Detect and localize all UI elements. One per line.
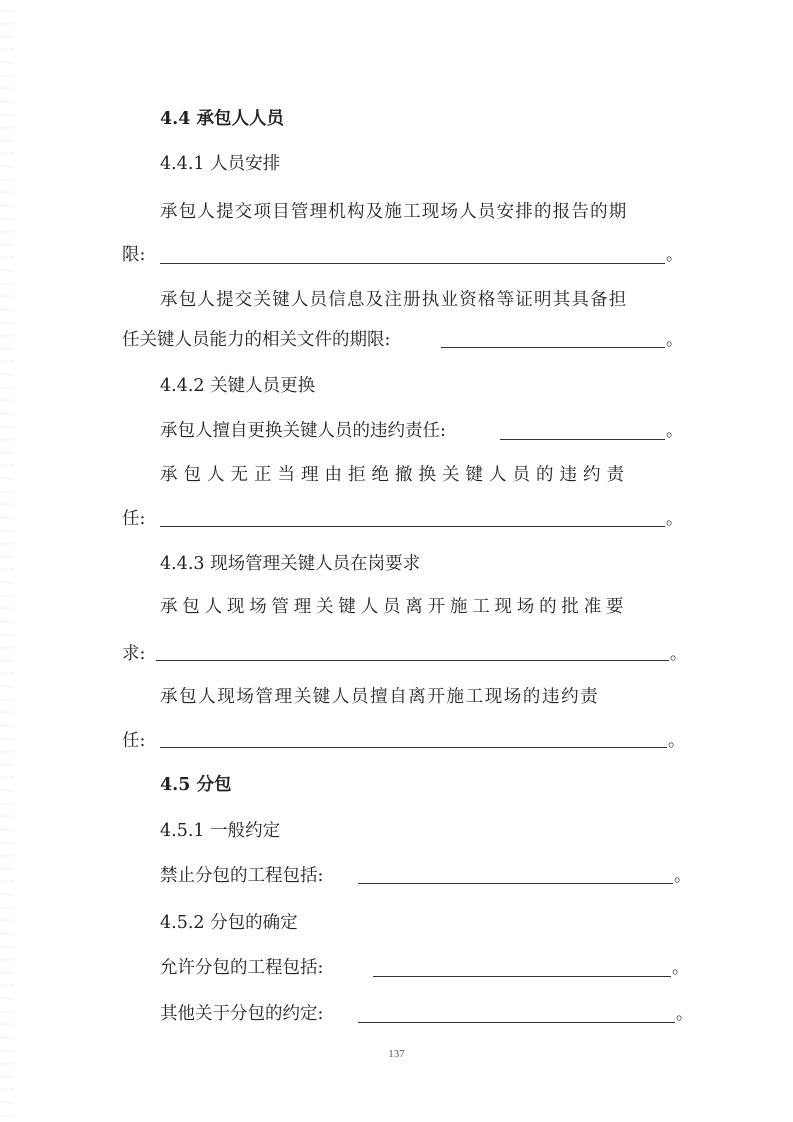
- page-number: 137: [388, 1048, 405, 1060]
- paragraph-permitted-subcontract: 允许分包的工程包括:: [160, 958, 324, 978]
- paragraph-unauthorized-replacement: 承包人擅自更换关键人员的违约责任:: [160, 421, 446, 441]
- paragraph-report-deadline-line1: 承包人提交项目管理机构及施工现场人员安排的报告的期: [160, 202, 628, 222]
- period-mark: 。: [666, 330, 683, 350]
- paragraph-other-subcontract-agreements: 其他关于分包的约定:: [160, 1004, 324, 1024]
- paragraph-prohibited-subcontract: 禁止分包的工程包括:: [160, 866, 324, 886]
- blank-leave-approval-requirement[interactable]: [156, 660, 669, 661]
- paragraph-unauthorized-leave-line1: 承包人现场管理关键人员擅自离开施工现场的违约责: [160, 687, 600, 707]
- subsection-heading-4-5-1: 4.5.1 一般约定: [160, 821, 281, 841]
- period-mark: 。: [668, 731, 685, 751]
- paragraph-key-personnel-docs-line2: 任关键人员能力的相关文件的期限:: [122, 330, 391, 350]
- scan-margin-speckle: [0, 0, 14, 1122]
- subsection-heading-4-4-3: 4.4.3 现场管理关键人员在岗要求: [160, 554, 421, 574]
- paragraph-refuse-replacement-line1: 承包人无正当理由拒绝撤换关键人员的违约责: [160, 465, 630, 485]
- period-mark: 。: [674, 866, 691, 886]
- paragraph-unauthorized-leave-line2: 任:: [122, 731, 146, 751]
- section-heading-4-5: 4.5 分包: [160, 775, 232, 795]
- blank-refuse-replacement-liability[interactable]: [160, 526, 665, 527]
- period-mark: 。: [666, 245, 683, 265]
- subsection-heading-4-4-2: 4.4.2 关键人员更换: [160, 376, 316, 396]
- paragraph-leave-approval-line1: 承包人现场管理关键人员离开施工现场的批准要: [160, 597, 629, 617]
- period-mark: 。: [670, 644, 687, 664]
- period-mark: 。: [666, 509, 683, 529]
- period-mark: 。: [666, 421, 683, 441]
- section-heading-4-4: 4.4 承包人人员: [160, 109, 285, 129]
- blank-report-deadline[interactable]: [160, 263, 665, 264]
- paragraph-leave-approval-line2: 求:: [122, 644, 146, 664]
- period-mark: 。: [676, 1004, 693, 1024]
- blank-unauthorized-replacement-liability[interactable]: [500, 439, 665, 440]
- blank-permitted-subcontract-works[interactable]: [373, 976, 671, 977]
- paragraph-refuse-replacement-line2: 任:: [122, 509, 146, 529]
- subsection-heading-4-5-2: 4.5.2 分包的确定: [160, 913, 298, 933]
- period-mark: 。: [672, 958, 689, 978]
- blank-other-subcontract-agreements[interactable]: [358, 1022, 675, 1023]
- paragraph-report-deadline-line2: 限:: [122, 245, 146, 265]
- blank-unauthorized-leave-liability[interactable]: [160, 747, 667, 748]
- subsection-heading-4-4-1: 4.4.1 人员安排: [160, 154, 281, 174]
- paragraph-key-personnel-docs-line1: 承包人提交关键人员信息及注册执业资格等证明其具备担: [160, 290, 628, 310]
- blank-key-personnel-docs-deadline[interactable]: [441, 347, 665, 348]
- blank-prohibited-subcontract-works[interactable]: [358, 883, 673, 884]
